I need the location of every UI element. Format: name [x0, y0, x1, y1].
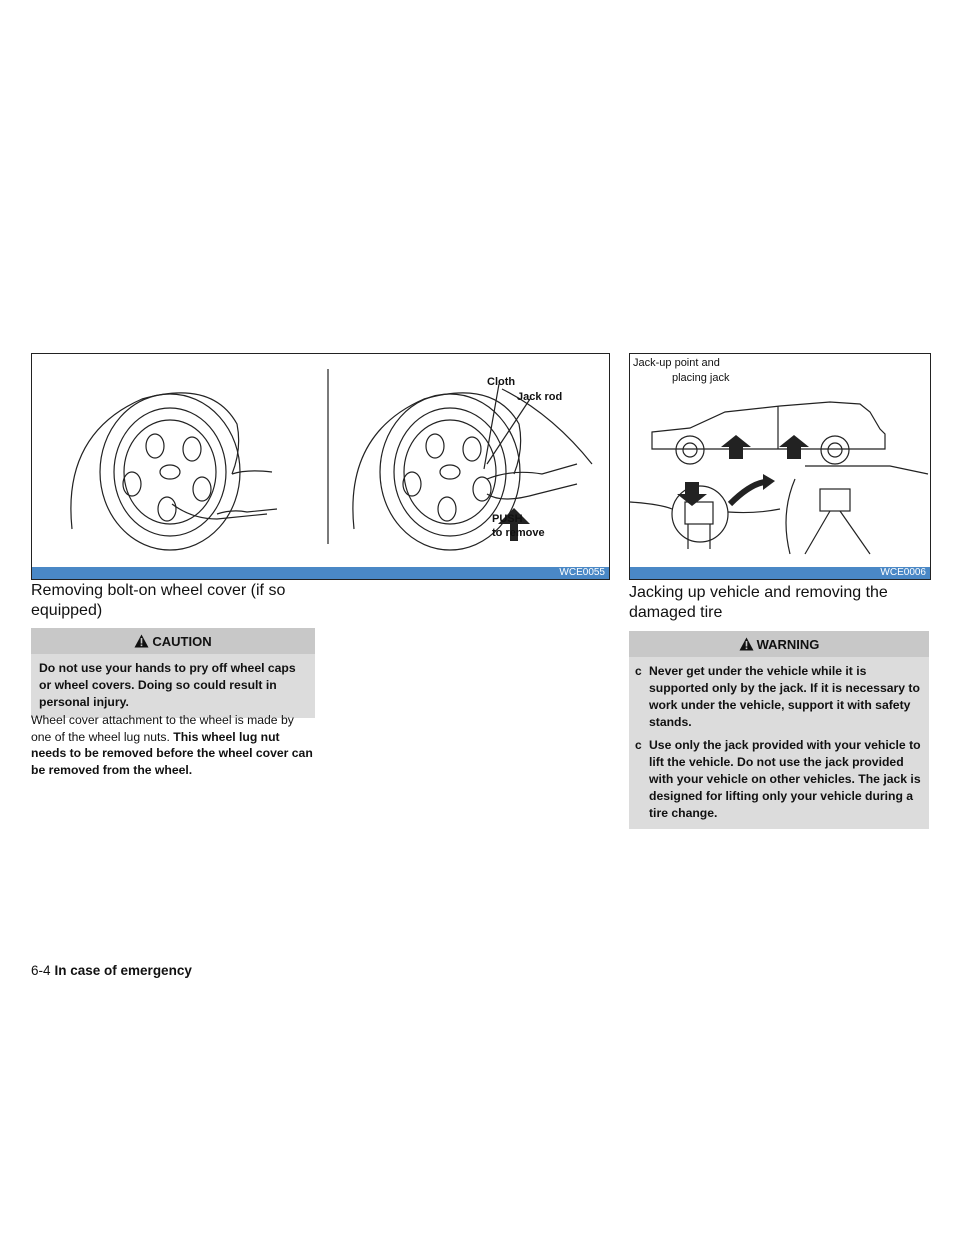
placing-jack-label: placing jack	[672, 372, 730, 384]
push-label: PUSH	[492, 513, 523, 525]
caution-label: CAUTION	[152, 633, 212, 649]
title-line-2: equipped)	[31, 602, 103, 619]
jack-point-illustration	[630, 354, 930, 579]
list-item	[635, 663, 921, 731]
jack-point-figure	[629, 353, 931, 580]
warning-list	[629, 657, 929, 829]
bullet-icon: c	[635, 664, 642, 678]
warning-label: WARNING	[756, 636, 820, 652]
left-section-title	[31, 581, 285, 621]
page-number: 6-4	[31, 963, 51, 978]
warning-item-text: Use only the jack provided with your vehicle to lift the vehicle. Do not use the jack provided with your vehicle on other vehicles. The jack is designed for lifting only your vehicle during a tire change.	[649, 738, 921, 820]
caution-heading	[31, 628, 315, 654]
wheel-cover-paragraph	[31, 712, 315, 778]
warning-triangle-icon	[739, 637, 754, 651]
figure-code: WCE0055	[32, 567, 609, 579]
list-item	[635, 737, 921, 822]
right-section-title	[629, 583, 888, 623]
to-remove-label: to remove	[492, 527, 545, 539]
jack-up-point-label: Jack-up point and	[633, 357, 720, 369]
title-line-2: damaged tire	[629, 604, 723, 621]
warning-item-text: Never get under the vehicle while it is supported only by the jack. If it is necessary to work under the vehicle, support it with safety stands.	[649, 664, 920, 729]
figure-code: WCE0006	[630, 567, 930, 579]
page-footer	[31, 963, 192, 978]
paragraph-plain-text: Wheel cover attachment to the wheel is made by one of the wheel lug nuts.	[31, 713, 294, 744]
jack-rod-label: Jack rod	[517, 391, 563, 403]
paragraph-bold-text: This wheel lug nut needs to be removed before the wheel cover can be removed from the wheel.	[31, 729, 313, 777]
wheel-cover-illustration	[32, 354, 609, 579]
title-line-1: Jacking up vehicle and removing the	[629, 584, 888, 601]
caution-text: Do not use your hands to pry off wheel caps or wheel covers. Doing so could result in personal injury.	[39, 661, 296, 709]
warning-box	[629, 631, 929, 829]
caution-box	[31, 628, 315, 718]
cloth-label: Cloth	[487, 376, 516, 388]
warning-triangle-icon	[134, 634, 149, 648]
warning-heading	[629, 631, 929, 657]
title-line-1: Removing bolt-on wheel cover (if so	[31, 582, 286, 599]
section-name: In case of emergency	[54, 963, 192, 978]
wheel-cover-removal-figure	[31, 353, 610, 580]
bullet-icon: c	[635, 738, 642, 752]
